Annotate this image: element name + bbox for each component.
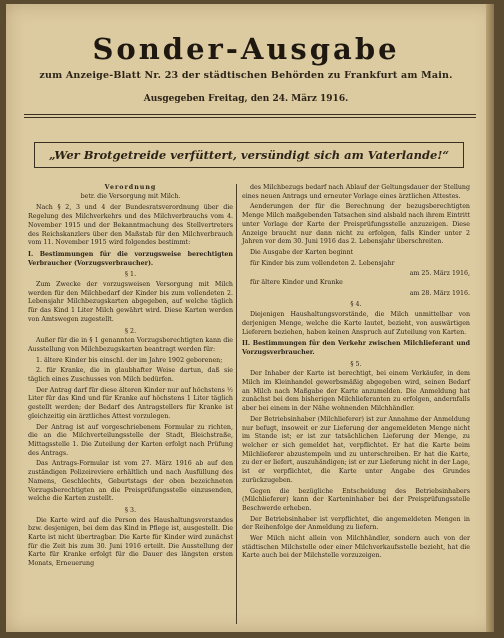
issue-line-2-date: am 28. März 1916. [409, 289, 470, 297]
issue-date: Ausgegeben Freitag, den 24. März 1916. [143, 94, 349, 104]
issue-line-1-label: für Kinder bis zum vollendeten 2. Lebensjahr [250, 259, 395, 267]
left-column [28, 184, 233, 571]
issue-line-1-date: am 25. März 1916, [409, 270, 470, 278]
issue-line-2-label: für ältere Kinder und Kranke [250, 279, 343, 287]
newspaper-page [6, 4, 494, 632]
section-2-heading: II. Bestimmungen für den Verkehr zwischen Milchlieferant und Vorzugsverbraucher. [242, 340, 470, 356]
masthead [6, 32, 486, 104]
paragraph-2-text-c: Der Antrag ist auf vorgeschriebenem Formular zu richten, die an die Milchverteilungsstelle der Stadt, Bleichstraße, Mittagsstelle 1. Die Zuteilung der Karten erfolgt nach Prüfung des Antrags. [28, 423, 233, 457]
paragraph-5-text-c: Gegen die bezügliche Entscheidung des Betriebsinhabers (Milchlieferer) kann der Karteninhaber bei der Preisprüfungsstelle Beschwerde erheben. [242, 487, 470, 512]
continuation-1: des Milchbezugs bedarf nach Ablauf der Geltungsdauer der Stellung eines neuen Antrags und erneuter Vorlage eines ärztlichen Attestes. [242, 184, 470, 200]
paragraph-2-item-2: 2. für Kranke, die in glaubhafter Weise dartun, daß sie täglich eines Zuschusses von Milch bedürfen. [28, 367, 233, 384]
masthead-rule-thin [24, 117, 476, 118]
section-1-heading: I. Bestimmungen für die vorzugsweise berechtigten Verbraucher (Vorzugsverbraucher). [28, 250, 233, 267]
paragraph-3-number: § 3. [124, 506, 137, 514]
page-edge [486, 4, 494, 632]
paragraph-2-text-d: Das Antrags-Formular ist vom 27. März 1916 ab auf den zuständigen Polizeireviere erhältlich und nach Ausfüllung des Namens, Geschlechts, Geburtstags der oben bezeichneten Vorzugsberechtigten an die Preisprüfungsstelle einzusenden, welche die Karten zustellt. [28, 460, 233, 503]
ordinance-heading: Verordnung [104, 184, 157, 191]
paragraph-5-text-e: Wer Milch nicht allein von Milchhändler, sondern auch von der städtischen Milchstelle oder einer Milchverkaufsstelle bezieht, hat die Karte auch bei der Milchstelle vorzuzeigen. [242, 535, 470, 560]
continuation-3: Die Ausgabe der Karten beginnt [250, 248, 354, 256]
paragraph-4-text: Diejenigen Haushaltungsvorstände, die Milch unmittelbar von derjenigen Menge, welche die Karte lautet, bezieht, von auswärtigen Lieferern beziehen, haben keinen Anspruch auf Zuteilung von Karten. [242, 311, 470, 336]
masthead-subtitle: zum Anzeige-Blatt Nr. 23 der städtischen Behörden zu Frankfurt am Main. [39, 70, 453, 81]
paragraph-5-text-b: Der Betriebsinhaber (Milchlieferer) ist zur Annahme der Anmeldung nur befugt, insoweit er zur Lieferung der angemeldeten Menge nicht im Stande ist; er ist zur tatsächlichen Lieferung der Menge, zu welcher er sich gemeldet hat, verpflichtet. Er hat die Karte beim Milchlieferer abzustempeln und zu unterschreiben. Er hat die Karte, zu der er liefert, auszuhändigen; ist er zur Lieferung nicht in der Lage, ist er verpflichtet, die Karte unter Angabe des Grundes zurückzugeben. [242, 415, 470, 484]
paragraph-1-number: § 1. [124, 271, 137, 279]
continuation-2: Aenderungen der für die Berechnung der bezugsberechtigten Menge Milch maßgebenden Tatsachen sind alsbald nach ihrem Eintritt unter Vorlage der Karte der Preisprüfungsstelle anzuzeigen. Diese Anzeige braucht nur dann nicht zu erfolgen, falls Kinder unter 2 Jahren vor dem 30. Juni 1916 das 2. Lebensjahr überschreiten. [242, 203, 470, 246]
paragraph-2-text: Außer für die in § 1 genannten Vorzugsberechtigten kann die Ausstellung von Milchbezugskarten beantragt werden für: [28, 337, 233, 353]
masthead-rule [24, 114, 476, 115]
paragraph-4-number: § 4. [350, 301, 362, 309]
slogan-text: „Wer Brotgetreide verfüttert, versündigt sich am Vaterlande!“ [49, 148, 449, 162]
slogan-box [34, 142, 464, 168]
paragraph-5-number: § 5. [350, 360, 362, 368]
paragraph-5-text-d: Der Betriebsinhaber ist verpflichtet, die angemeldeten Mengen in der Reihenfolge der Anmeldung zu liefern. [242, 515, 470, 532]
ordinance-intro: Nach § 2, 3 und 4 der Bundesratsverordnung über die Regelung des Milchverkehrs und des Milchverbrauchs vom 4. November 1915 und der Bekanntmachung des Stellvertreters des Reichskanzlers über den Maßstab für den Milchverbrauch vom 11. November 1915 wird folgendes bestimmt: [28, 204, 233, 247]
column-divider [236, 184, 237, 624]
paragraph-1-text: Zum Zwecke der vorzugsweisen Versorgung mit Milch werden für den Milchbedarf der Kinder bis zum vollendeten 2. Lebensjahr Milchbezugskarten abgegeben, auf welche täglich für das Kind 1 Liter Milch gewährt wird. Diese Karten werden von Amtswegen zugestellt. [28, 281, 233, 323]
paragraph-5-text: Der Inhaber der Karte ist berechtigt, bei einem Verkäufer, in dem Milch im Kleinhandel gewerbsmäßig abgegeben wird, seinen Bedarf an Milch nach Maßgabe der Karte anzumelden. Die Anmeldung hat zunächst bei dem bisherigen Milchlieferanten zu erfolgen, andernfalls aber bei einem in der Nähe wohnenden Milchhändler. [242, 370, 470, 413]
right-column [242, 184, 470, 563]
paragraph-3-text: Die Karte wird auf die Person des Haushaltungsvorstandes bzw. desjenigen, bei dem das Kind in Pflege ist, ausgestellt. Die Karte ist nicht übertragbar. Die Karte für Kinder wird zunächst für die Zeit bis zum 30. Juni 1916 erteilt. Die Ausstellung der Karte für Kranke erfolgt für die Dauer des längsten ersten Monats, Erneuerung [28, 516, 233, 568]
paragraph-2-number: § 2. [124, 327, 137, 335]
paragraph-2-item-1: 1. ältere Kinder bis einschl. der im Jahre 1902 geborenen; [36, 356, 223, 364]
ordinance-subheading: betr. die Versorgung mit Milch. [80, 192, 181, 200]
masthead-title: Sonder-Ausgabe [92, 32, 400, 66]
paragraph-2-text-b: Der Antrag darf für diese älteren Kinder nur auf höchstens ½ Liter für das Kind und für Kranke auf höchstens 1 Liter täglich gestellt werden; der Bedarf des Antragstellers für Kranke ist gleichzeitig ein ärztliches Attest vorzulegen. [28, 386, 233, 420]
